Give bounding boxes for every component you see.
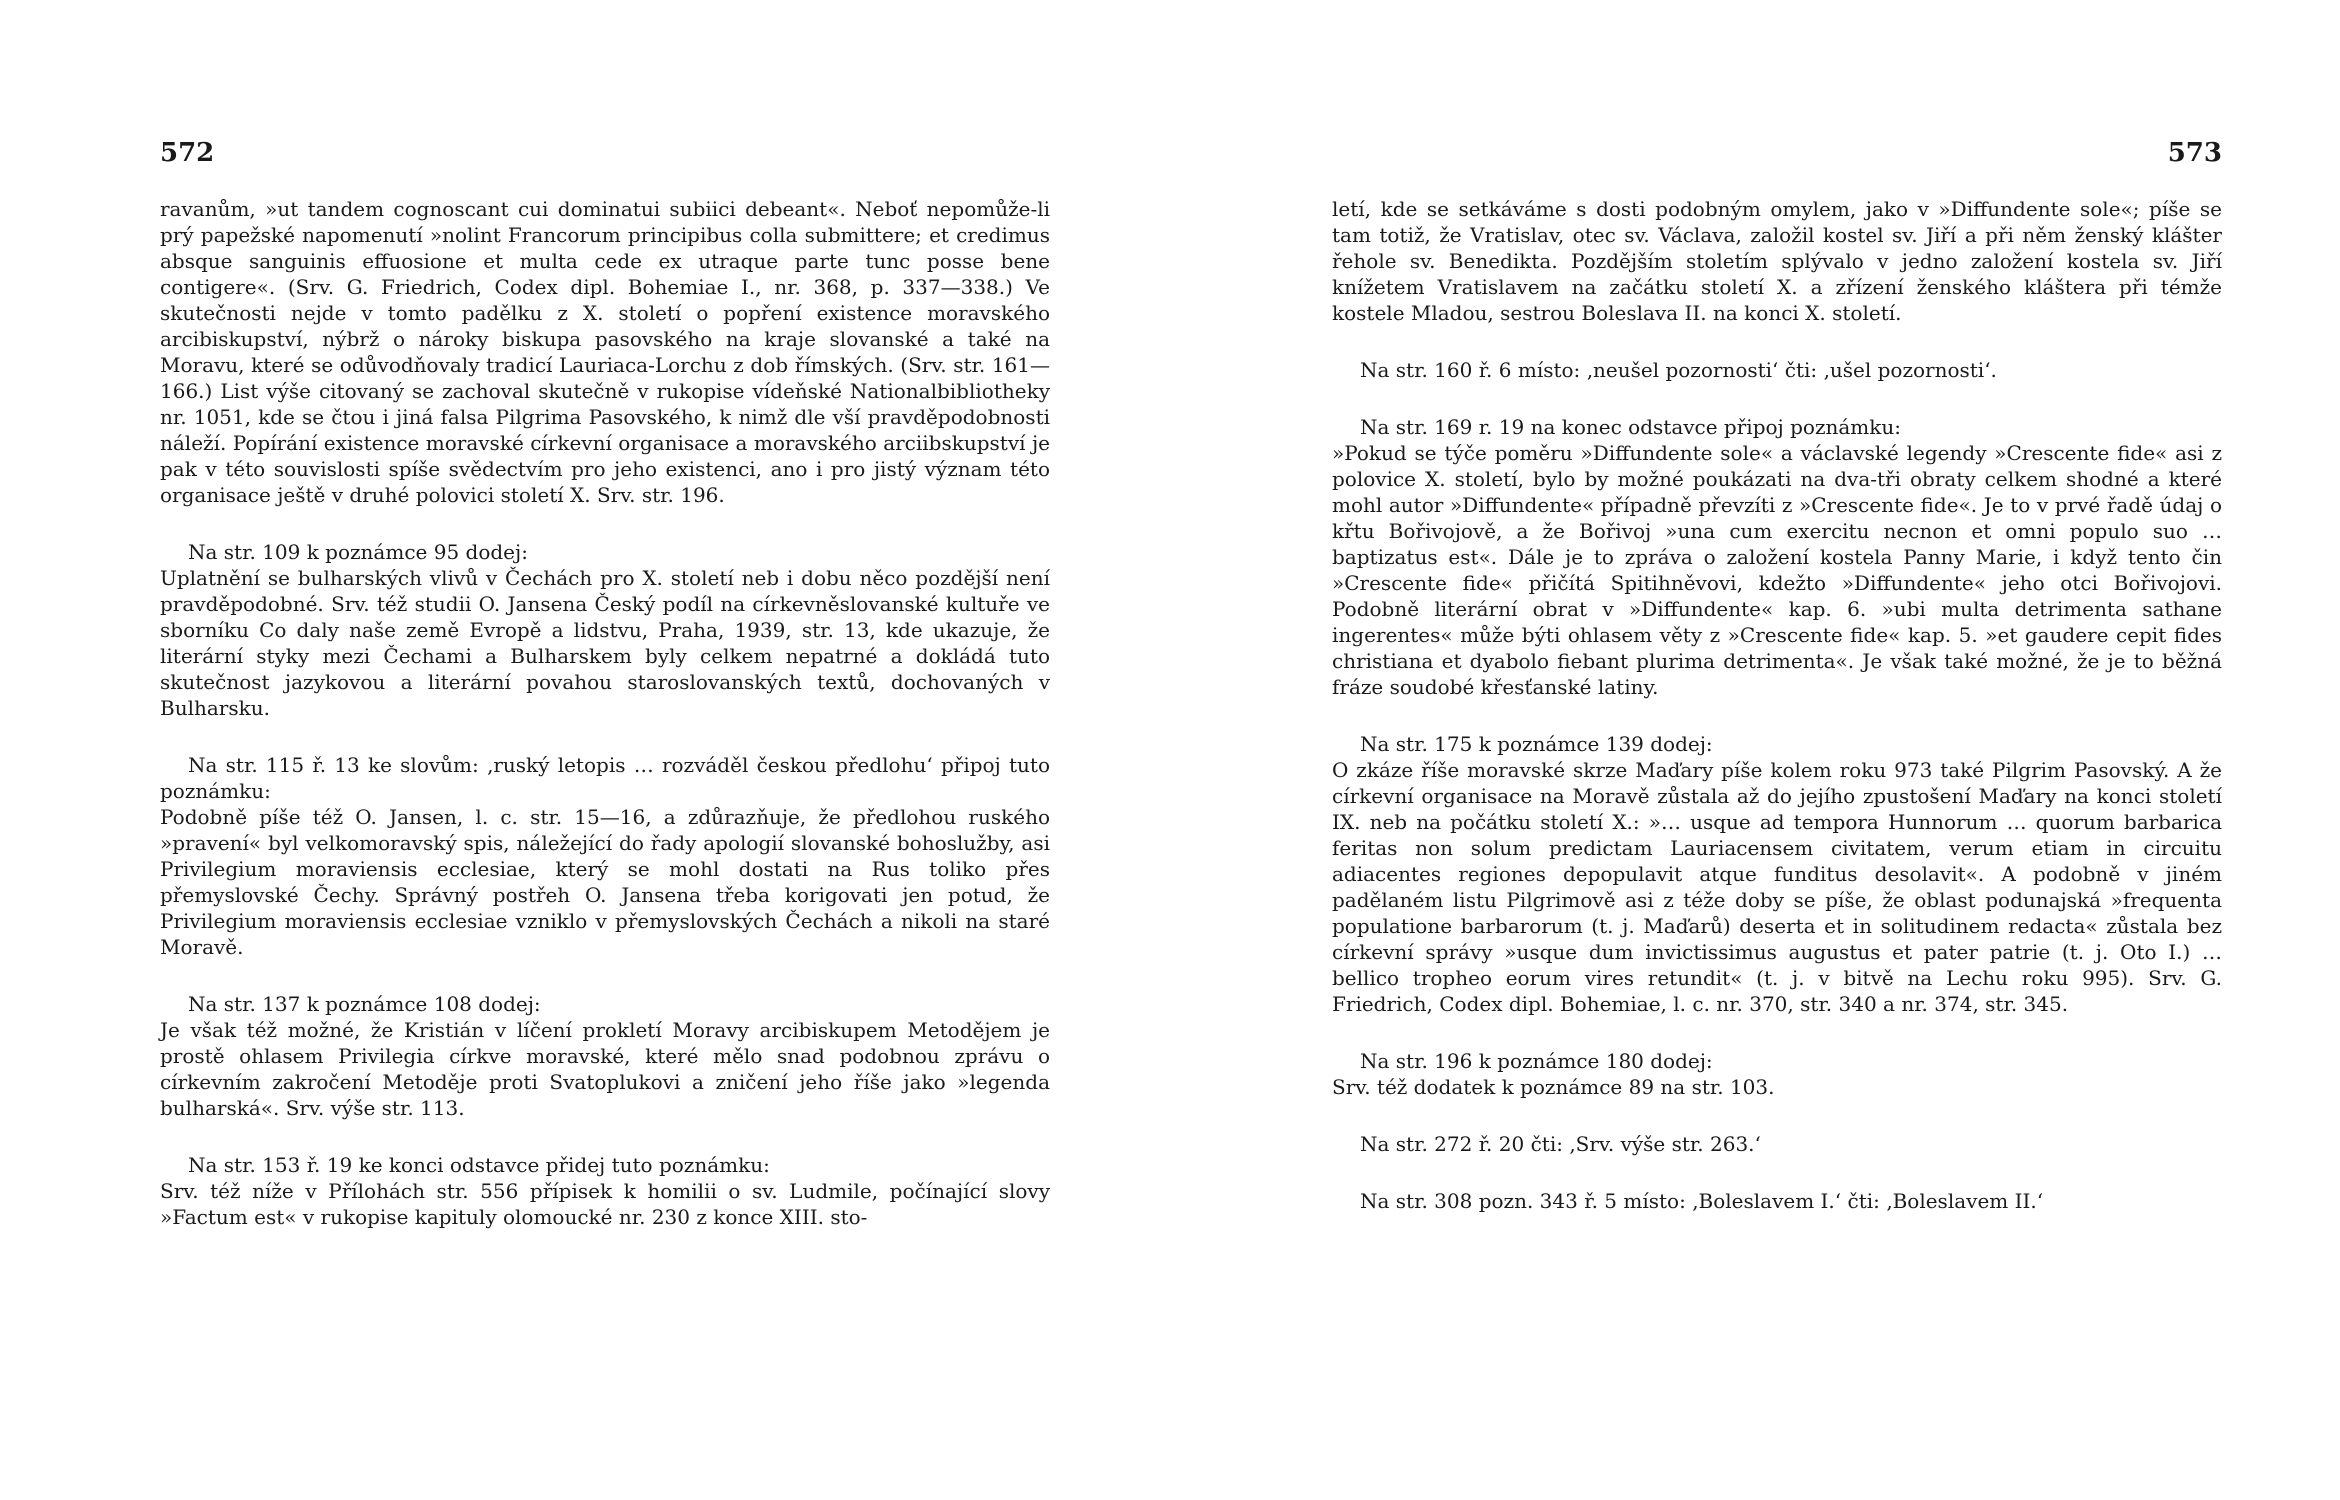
note-heading: Na str. 160 ř. 6 místo: ‚neušel pozornosti‘ čti: ‚ušel pozornosti‘. bbox=[1360, 358, 1997, 382]
paragraph: Uplatnění se bulharských vlivů v Čechách pro X. století neb i dobu něco pozdější není pravděpodobné. Srv. též studii O. Jansena Český podíl na církevněslovanské kultuře ve sborníku Co daly naše země Evropě a lidstvu, Praha, 1939, str. 13, kde ukazuje, že literární styky mezi Čechami a Bulharskem byly celkem nepatrné a dokládá tuto skutečnost jazykovou a literární povahou staroslovanských textů, dochovaných v Bulharsku. bbox=[160, 566, 1050, 720]
note-heading: Na str. 308 pozn. 343 ř. 5 místo: ‚Boleslavem I.‘ čti: ‚Boleslavem II.‘ bbox=[1360, 1189, 2044, 1213]
paragraph: O zkáze říše moravské skrze Maďary píše kolem roku 973 také Pilgrim Pasovský. A že církevní organisace na Moravě zůstala až do jejího zpustošení Maďary na konci století IX. neb na počátku století X.: »… usque ad tempora Hunnorum … quorum barbarica feritas non solum predictam Lauriacensem civitatem, verum etiam in circuitu adiacentes regiones depopulavit atque funditus desolavit«. A podobně v jiném padělaném listu Pilgrimově asi z téže doby se píše, že oblast podunajská »frequenta populatione barbarorum (t. j. Maďarů) deserta et in solitudinem redacta« zůstala bez církevní správy »usque dum invictissimus augustus et pater patrie (t. j. Oto I.) … bellico tropheo eorum vires retundit« (t. j. v bitvě na Lechu roku 995). Srv. G. Friedrich, Codex dipl. Bohemiae, l. c. nr. 370, str. 340 a nr. 374, str. 345. bbox=[1332, 758, 2222, 1016]
page-number: 572 bbox=[160, 138, 215, 168]
right-page bbox=[1332, 0, 2222, 1500]
note-heading: Na str. 137 k poznámce 108 dodej: bbox=[188, 992, 541, 1016]
page-text bbox=[160, 196, 1050, 1230]
paragraph: letí, kde se setkáváme s dosti podobným omylem, jako v »Diffundente sole«; píše se tam totiž, že Vratislav, otec sv. Václava, založil kostel sv. Jiří a při něm ženský klášter řehole sv. Benedikta. Pozdějším stoletím splývalo v jedno založení kostela sv. Jiří knížetem Vratislavem na začátku století X. a zřízení ženského kláštera při témže kostele Mladou, sestrou Boleslava II. na konci X. století. bbox=[1332, 197, 2222, 325]
note-heading: Na str. 272 ř. 20 čti: ‚Srv. výše str. 263.‘ bbox=[1360, 1132, 1761, 1156]
note-heading: Na str. 115 ř. 13 ke slovům: ‚ruský letopis … rozváděl českou předlohu‘ připoj tuto poznámku: bbox=[160, 753, 1050, 803]
paragraph: Srv. též dodatek k poznámce 89 na str. 103. bbox=[1332, 1075, 1775, 1099]
page-number: 573 bbox=[2167, 138, 2222, 168]
paragraph: »Pokud se týče poměru »Diffundente sole« a václavské legendy »Crescente fide« asi z polovice X. století, bylo by možné poukázati na dva-tři obraty celkem shodné a které mohl autor »Diffundente« případně převzíti z »Crescente fide«. Je to v prvé řadě údaj o křtu Bořivojově, a že Bořivoj »una cum exercitu necnon et omni populo suo … baptizatus est«. Dále je to zpráva o založení kostela Panny Marie, i když tento čin »Crescente fide« přičítá Spitihněvovi, kdežto »Diffundente« jeho otci Bořivojovi. Podobně literární obrat v »Diffundente« kap. 6. »ubi multa detrimenta sathane ingerentes« může býti ohlasem věty z »Crescente fide« kap. 5. »et gaudere cepit fides christiana et dyabolo fiebant plurima detrimenta«. Je však také možné, že je to běžná fráze soudobé křesťanské latiny. bbox=[1332, 441, 2222, 699]
paragraph: Je však též možné, že Kristián v líčení prokletí Moravy arcibiskupem Metodějem je prostě ohlasem Privilegia církve moravské, které mělo snad podobnou zprávu o církevním zakročení Metoděje proti Svatoplukovi a zničení jeho říše jako »legenda bulharská«. Srv. výše str. 113. bbox=[160, 1018, 1050, 1120]
page-text bbox=[1332, 196, 2222, 1214]
note-heading: Na str. 109 k poznámce 95 dodej: bbox=[188, 540, 528, 564]
paragraph: Podobně píše též O. Jansen, l. c. str. 15—16, a zdůrazňuje, že předlohou ruského »pravení« byl velkomoravský spis, náležející do řady apologií slovanské bohoslužby, asi Privilegium moraviensis ecclesiae, který se mohl dostati na Rus toliko přes přemyslovské Čechy. Správný postřeh O. Jansena třeba korigovati jen potud, že Privilegium moraviensis ecclesiae vzniklo v přemyslovských Čechách a nikoli na staré Moravě. bbox=[160, 805, 1050, 959]
paragraph: Srv. též níže v Přílohách str. 556 přípisek k homilii o sv. Ludmile, počínající slovy »Factum est« v rukopise kapituly olomoucké nr. 230 z konce XIII. sto- bbox=[160, 1179, 1050, 1229]
note-heading: Na str. 196 k poznámce 180 dodej: bbox=[1360, 1049, 1713, 1073]
note-heading: Na str. 169 r. 19 na konec odstavce připoj poznámku: bbox=[1360, 415, 1901, 439]
paragraph: ravanům, »ut tandem cognoscant cui dominatui subiici debeant«. Neboť nepomůže-li prý papežské napomenutí »nolint Francorum principibus colla submittere; et credimus absque sanguinis effuosione et multa cede ex utraque parte tunc posse bene contigere«. (Srv. G. Friedrich, Codex dipl. Bohemiae I., nr. 368, p. 337—338.) Ve skutečnosti nejde v tomto padělku z X. století o popření existence moravského arcibiskupství, nýbrž o nároky biskupa pasovského na kraje slovanské a také na Moravu, které se odůvodňovaly tradicí Lauriaca-Lorchu z dob římských. (Srv. str. 161—166.) List výše citovaný se zachoval skutečně v rukopise vídeňské Nationalbibliotheky nr. 1051, kde se čtou i jiná falsa Pilgrima Pasovského, k nimž dle vší pravděpodobnosti náleží. Popírání existence moravské církevní organisace a moravského arciibskupství je pak v této souvislosti spíše svědectvím pro jeho existenci, ano i pro jistý význam této organisace ještě v druhé polovici století X. Srv. str. 196. bbox=[160, 197, 1050, 507]
note-heading: Na str. 175 k poznámce 139 dodej: bbox=[1360, 732, 1713, 756]
note-heading: Na str. 153 ř. 19 ke konci odstavce přidej tuto poznámku: bbox=[188, 1153, 770, 1177]
left-page bbox=[160, 0, 1050, 1500]
